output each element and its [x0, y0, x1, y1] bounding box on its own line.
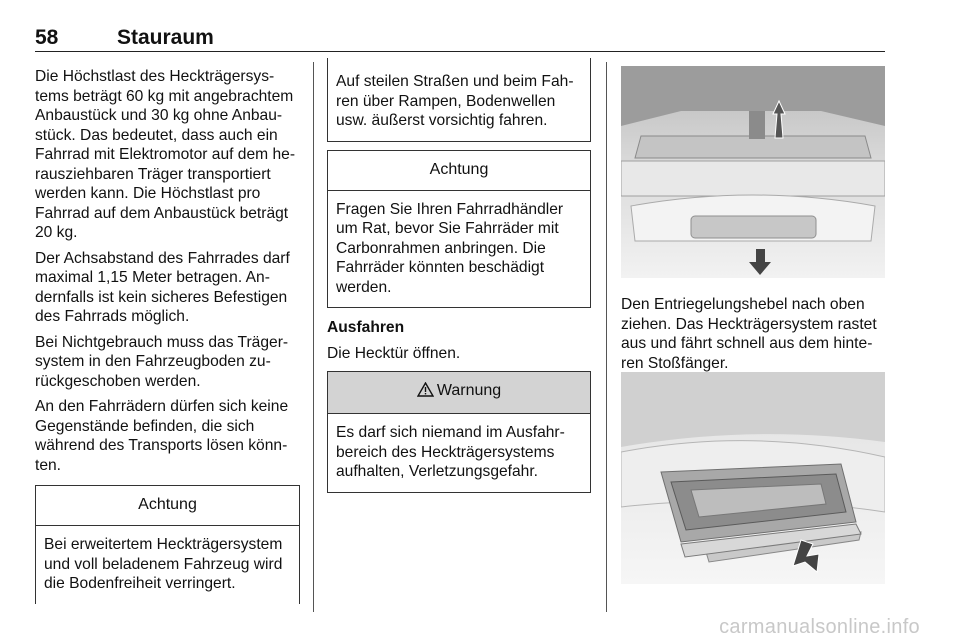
figure-release-lever [621, 66, 885, 278]
caution-box-title: Achtung [328, 151, 590, 191]
caution-box-body: Fragen Sie Ihren Fahrradhändler um Rat, bevor Sie Fahrräder mit Carbonrahmen anbringen. Die Fahrräder könnten beschädigt werden. [336, 200, 564, 296]
caution-box-body: Bei erweitertem Heckträgersystem und voll beladenem Fahrzeug wird die Bodenfreiheit verringert. [44, 536, 283, 592]
section-extend [327, 318, 591, 363]
paragraph-loose-items: An den Fahrrädern dürfen sich keine Gegenstände befinden, die sich während des Transports lösen könnten. [35, 398, 289, 474]
continued-box [327, 58, 591, 142]
page-number: 58 [35, 26, 59, 49]
subheading-ausfahren: Ausfahren [327, 319, 405, 336]
header-divider [35, 51, 885, 52]
column-2 [327, 58, 591, 493]
caption-release-lever: Den Entriegelungshebel nach oben ziehen. Das Heckträgersystem rastet aus und fährt schnell aus dem hinteren Stoßfänger. [621, 296, 877, 372]
figure-carrier-extended [621, 372, 885, 584]
caution-box-carbon [327, 150, 591, 309]
instruction-open-tailgate: Die Hecktür öffnen. [327, 344, 461, 362]
continued-box-body: Auf steilen Straßen und beim Fahren über Rampen, Bodenwellen usw. äußerst vorsichtig fahren. [336, 73, 574, 129]
page-header [35, 26, 885, 48]
caution-box-title: Achtung [36, 486, 299, 526]
warning-title-text: Warnung [436, 382, 502, 399]
watermark: carmanualsonline.info [719, 616, 920, 638]
column-divider-2 [606, 62, 607, 612]
column-1 [35, 67, 300, 604]
warning-box-body: Es darf sich niemand im Ausfahrbereich des Heckträgersystems aufhalten, Verletzungsgefahr. [336, 424, 565, 480]
warning-triangle-icon [417, 382, 434, 403]
column-3-caption [621, 295, 886, 379]
warning-box [327, 371, 591, 493]
paragraph-retract: Bei Nichtgebrauch muss das Trägersystem in den Fahrzeugboden zurückgeschoben werden. [35, 333, 289, 390]
paragraph-axle-distance: Der Achsabstand des Fahrrades darf maximal 1,15 Meter betragen. Andernfalls ist kein sicheres Befestigen des Fahrrads möglich. [35, 249, 290, 325]
warning-box-title [328, 372, 590, 414]
page-title: Stauraum [117, 26, 214, 49]
paragraph-max-load: Die Höchstlast des Heckträgersystems beträgt 60 kg mit angebrachtem Anbaustück und 30 kg ohne Anbaustück. Das bedeutet, dass auch ein Fahrrad mit Elektromotor auf dem herausziehbaren Träger transportiert werden kann. Die Höchstlast pro Fahrrad auf dem Anbaustück beträgt 20 kg. [35, 68, 296, 241]
column-divider-1 [313, 62, 314, 612]
caution-box-ground-clearance [35, 485, 300, 604]
